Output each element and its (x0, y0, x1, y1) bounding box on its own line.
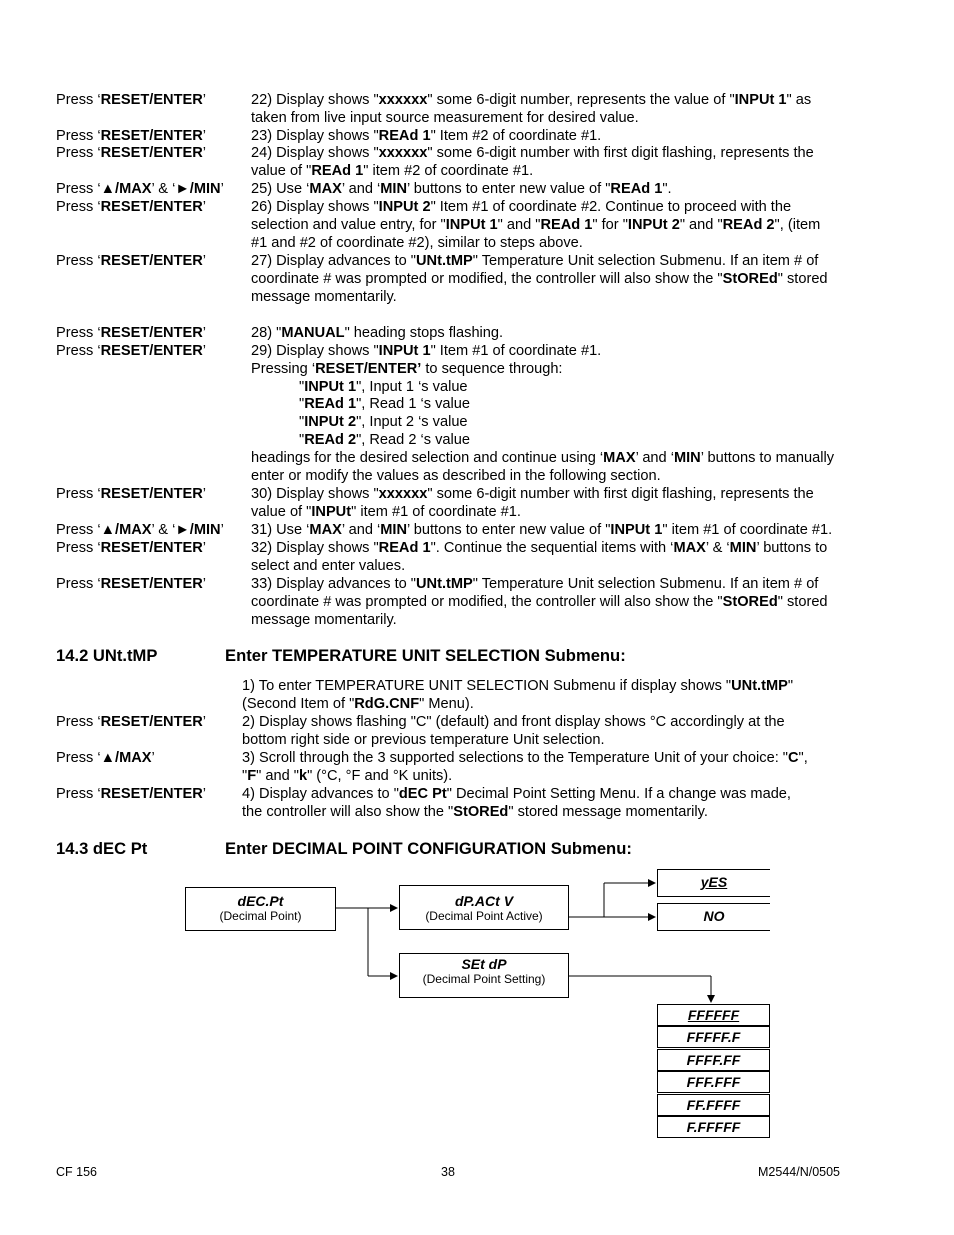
text: ’ (202, 714, 207, 730)
bold-text: MAX (309, 522, 342, 538)
text: " heading stops flashing. (344, 325, 504, 341)
decimal-format-option (657, 1004, 770, 1026)
text: ’ (202, 325, 207, 341)
text: ", Input 2 ‘s value (356, 414, 468, 430)
section-14-3-number: 14.3 dEC Pt (56, 839, 148, 858)
text: ’ buttons to enter new value of " (407, 522, 611, 538)
text: to sequence through: (421, 361, 563, 377)
text: " as (786, 92, 812, 108)
text: " stored (777, 271, 828, 287)
bold-text: MIN (380, 522, 408, 538)
bold-text: xxxxxx (378, 92, 428, 108)
text: " Item #2 of coordinate #1. (430, 128, 602, 144)
text: ’ (202, 540, 207, 556)
section-14-3-title: Enter DECIMAL POINT CONFIGURATION Submenu: (225, 839, 632, 858)
dec-pt-box (185, 887, 336, 931)
text: ’ buttons to enter new value of " (407, 181, 611, 197)
text: ", Read 2 ‘s value (356, 432, 470, 448)
text: Press ‘ (56, 486, 101, 502)
yes-label: yES (700, 874, 728, 890)
decimal-format-label: FFFF.FF (686, 1051, 741, 1068)
bold-text: C (788, 750, 799, 766)
text: " (787, 678, 794, 694)
bold-text: UNt.tMP (416, 253, 473, 269)
text: " Item #1 of coordinate #2. Continue to proceed with the (430, 199, 792, 215)
text: " Item #1 of coordinate #1. (430, 343, 602, 359)
dec-pt-subtitle: (Decimal Point) (219, 909, 302, 923)
bold-text: dEC Pt (398, 786, 447, 802)
text: 28) " (251, 325, 282, 341)
text: coordinate # was prompted or modified, the controller will also show the " (251, 594, 723, 610)
text: 22) Display shows " (251, 92, 379, 108)
bold-text: ▲/MAX (100, 750, 152, 766)
text: ", (item (774, 217, 821, 233)
bold-text: REAd 2 (304, 432, 357, 448)
bold-text: RESET/ENTER (100, 576, 203, 592)
bold-text: ▲/MAX (100, 522, 152, 538)
text: " stored message momentarily. (508, 804, 708, 820)
bold-text: INPUt 2 (627, 217, 680, 233)
text: Press ‘ (56, 92, 101, 108)
text: " Temperature Unit selection Submenu. If an item # of (472, 576, 819, 592)
text: " (299, 379, 305, 395)
bold-text: ►/MIN (175, 181, 221, 197)
text: 2) Display shows flashing "C" (default) and front display shows °C accordingly at the (242, 714, 785, 730)
bold-text: xxxxxx (378, 145, 428, 161)
dec-pt-title: dEC.Pt (237, 893, 284, 909)
text: Press ‘ (56, 199, 101, 215)
text: ’ (151, 750, 155, 766)
text: " stored (777, 594, 828, 610)
bold-text: REAd 1 (311, 163, 364, 179)
bold-text: MIN (673, 450, 701, 466)
bold-text: ►/MIN (175, 522, 221, 538)
text: bottom right side or previous temperature Unit selection. (242, 732, 605, 748)
text: 26) Display shows " (251, 199, 379, 215)
bold-text: k (298, 768, 308, 784)
text: Press ‘ (56, 540, 101, 556)
text: Press ‘ (56, 750, 101, 766)
decimal-format-option (657, 1026, 770, 1048)
bold-text: StOREd (722, 594, 778, 610)
decimal-format-label: FFFFFF (687, 1007, 740, 1023)
bold-text: MAX (309, 181, 342, 197)
no-label: NO (703, 908, 725, 924)
decimal-format-option (657, 1094, 770, 1116)
text: taken from live input source measurement for desired value. (251, 110, 639, 126)
text: Press ‘ (56, 714, 101, 730)
bold-text: RESET/ENTER (100, 92, 203, 108)
bold-text: UNt.tMP (416, 576, 473, 592)
text: Press ‘ (56, 576, 101, 592)
bold-text: REAd 1 (378, 128, 431, 144)
text: #1 and #2 of coordinate #2), similar to steps above. (251, 235, 583, 251)
text: ", Input 1 ‘s value (356, 379, 468, 395)
text: " (299, 396, 305, 412)
bold-text: RESET/ENTER (100, 145, 203, 161)
no-option (657, 903, 770, 931)
bold-text: MIN (380, 181, 408, 197)
bold-text: INPUt 2 (304, 414, 357, 430)
text: ’ (202, 786, 207, 802)
text: ’ & ‘ (705, 540, 730, 556)
bold-text: INPUt 1 (304, 379, 357, 395)
bold-text: MIN (729, 540, 757, 556)
text: Press ‘ (56, 181, 101, 197)
section-14-2-number: 14.2 UNt.tMP (56, 646, 158, 665)
text: ’ (202, 576, 207, 592)
text: Press ‘ (56, 128, 101, 144)
dp-act-subtitle: (Decimal Point Active) (425, 909, 543, 923)
decimal-format-option (657, 1049, 770, 1071)
decimal-format-option (657, 1071, 770, 1093)
text: " (299, 414, 305, 430)
text: Press ‘ (56, 786, 101, 802)
text: ’ buttons to manually (700, 450, 835, 466)
bold-text: REAd 2 (722, 217, 775, 233)
text: value of " (251, 504, 312, 520)
text: 3) Scroll through the 3 supported selections to the Temperature Unit of your choice: " (242, 750, 788, 766)
text: 23) Display shows " (251, 128, 379, 144)
decimal-format-label: FFF.FFF (686, 1074, 741, 1091)
text: 30) Display shows " (251, 486, 379, 502)
section-14-2-title: Enter TEMPERATURE UNIT SELECTION Submenu: (225, 646, 626, 665)
text: ". Continue the sequential items with ‘ (430, 540, 674, 556)
text: message momentarily. (251, 289, 397, 305)
text: 25) Use ‘ (251, 181, 310, 197)
dp-act-box (399, 885, 569, 930)
bold-text: StOREd (722, 271, 778, 287)
text: 4) Display advances to " (242, 786, 399, 802)
bold-text: RESET/ENTER (100, 325, 203, 341)
decimal-format-label: FF.FFFF (686, 1096, 741, 1113)
text: " (°C, °F and °K units). (307, 768, 453, 784)
bold-text: INPUt 1 (734, 92, 787, 108)
text: ’ (202, 343, 207, 359)
text: 29) Display shows " (251, 343, 379, 359)
text: ". (662, 181, 672, 197)
bold-text: MANUAL (281, 325, 345, 341)
bold-text: INPUt 1 (378, 343, 431, 359)
decimal-format-label: FFFFF.F (686, 1029, 741, 1046)
text: ’ & ‘ (151, 181, 176, 197)
text: " Temperature Unit selection Submenu. If an item # of (472, 253, 819, 269)
text: ’ (220, 181, 224, 197)
footer-right: M2544/N/0505 (758, 1165, 841, 1179)
text: selection and value entry, for " (251, 217, 446, 233)
text: " some 6-digit number, represents the value of " (427, 92, 735, 108)
footer-left: CF 156 (56, 1165, 97, 1179)
text: Press ‘ (56, 522, 101, 538)
text: ’ (202, 199, 207, 215)
bold-text: RESET/ENTER (100, 540, 203, 556)
text: ’ (202, 253, 207, 269)
text: " Decimal Point Setting Menu. If a change was made, (446, 786, 791, 802)
text: select and enter values. (251, 558, 406, 574)
text: ’ (202, 145, 207, 161)
text: ’ (202, 92, 207, 108)
bold-text: RESET/ENTER (100, 343, 203, 359)
text: " item #1 of coordinate #1. (662, 522, 833, 538)
bold-text: INPUt 1 (445, 217, 498, 233)
text: ’ and ‘ (341, 181, 381, 197)
text: 32) Display shows " (251, 540, 379, 556)
text: ’ (220, 522, 224, 538)
text: " and " (679, 217, 723, 233)
text: message momentarily. (251, 612, 397, 628)
bold-text: MAX (673, 540, 706, 556)
bold-text: RESET/ENTER (100, 199, 203, 215)
dp-act-title: dP.ACt V (454, 893, 514, 909)
yes-option (657, 869, 770, 897)
decimal-format-option (657, 1116, 770, 1138)
text: ’ (202, 128, 207, 144)
text: ’ and ‘ (341, 522, 381, 538)
text: Press ‘ (56, 325, 101, 341)
text: ", Read 1 ‘s value (356, 396, 470, 412)
bold-text: INPUt (311, 504, 352, 520)
bold-text: REAd 1 (540, 217, 593, 233)
text: " and " (256, 768, 299, 784)
text: " for " (592, 217, 628, 233)
bold-text: RESET/ENTER (100, 714, 203, 730)
bold-text: UNt.tMP (731, 678, 788, 694)
text: " some 6-digit number with first digit flashing, represents the (427, 486, 814, 502)
text: " (299, 432, 305, 448)
text: ’ buttons to (756, 540, 828, 556)
text: 1) To enter TEMPERATURE UNIT SELECTION Submenu if display shows " (242, 678, 732, 694)
bold-text: INPUt 1 (610, 522, 663, 538)
text: ’ & ‘ (151, 522, 176, 538)
text: the controller will also show the " (242, 804, 454, 820)
text: 27) Display advances to " (251, 253, 416, 269)
bold-text: INPUt 2 (378, 199, 431, 215)
text: (Second Item of " (242, 696, 355, 712)
bold-text: RESET/ENTER’ (315, 361, 422, 377)
decimal-format-label: F.FFFFF (686, 1119, 741, 1135)
bold-text: RESET/ENTER (100, 486, 203, 502)
text: 31) Use ‘ (251, 522, 310, 538)
text: Pressing ‘ (251, 361, 316, 377)
text: " and " (497, 217, 541, 233)
set-dp-box (399, 953, 569, 998)
text: " (242, 768, 248, 784)
bold-text: REAd 1 (304, 396, 357, 412)
set-dp-subtitle: (Decimal Point Setting) (422, 972, 546, 986)
bold-text: ▲/MAX (100, 181, 152, 197)
bold-text: RESET/ENTER (100, 786, 203, 802)
bold-text: MAX (603, 450, 636, 466)
text: " some 6-digit number with first digit flashing, represents the (427, 145, 814, 161)
text: ’ and ‘ (635, 450, 674, 466)
text: Press ‘ (56, 343, 101, 359)
bold-text: StOREd (453, 804, 509, 820)
text: ’ (202, 486, 207, 502)
text: enter or modify the values as described in the following section. (251, 468, 661, 484)
text: " item #1 of coordinate #1. (351, 504, 521, 520)
text: headings for the desired selection and continue using ‘ (251, 450, 604, 466)
bold-text: REAd 1 (378, 540, 431, 556)
footer-page-number: 38 (441, 1165, 455, 1179)
bold-text: xxxxxx (378, 486, 428, 502)
text: " Menu). (419, 696, 474, 712)
bold-text: RESET/ENTER (100, 253, 203, 269)
text: value of " (251, 163, 312, 179)
bold-text: REAd 1 (610, 181, 663, 197)
set-dp-title: SEt dP (461, 956, 507, 972)
text: 24) Display shows " (251, 145, 379, 161)
bold-text: F (247, 768, 257, 784)
text: coordinate # was prompted or modified, the controller will also show the " (251, 271, 723, 287)
text: Press ‘ (56, 145, 101, 161)
bold-text: RdG.CNF (354, 696, 420, 712)
text: " item #2 of coordinate #1. (363, 163, 534, 179)
text: ", (798, 750, 808, 766)
text: Press ‘ (56, 253, 101, 269)
text: 33) Display advances to " (251, 576, 416, 592)
bold-text: RESET/ENTER (100, 128, 203, 144)
